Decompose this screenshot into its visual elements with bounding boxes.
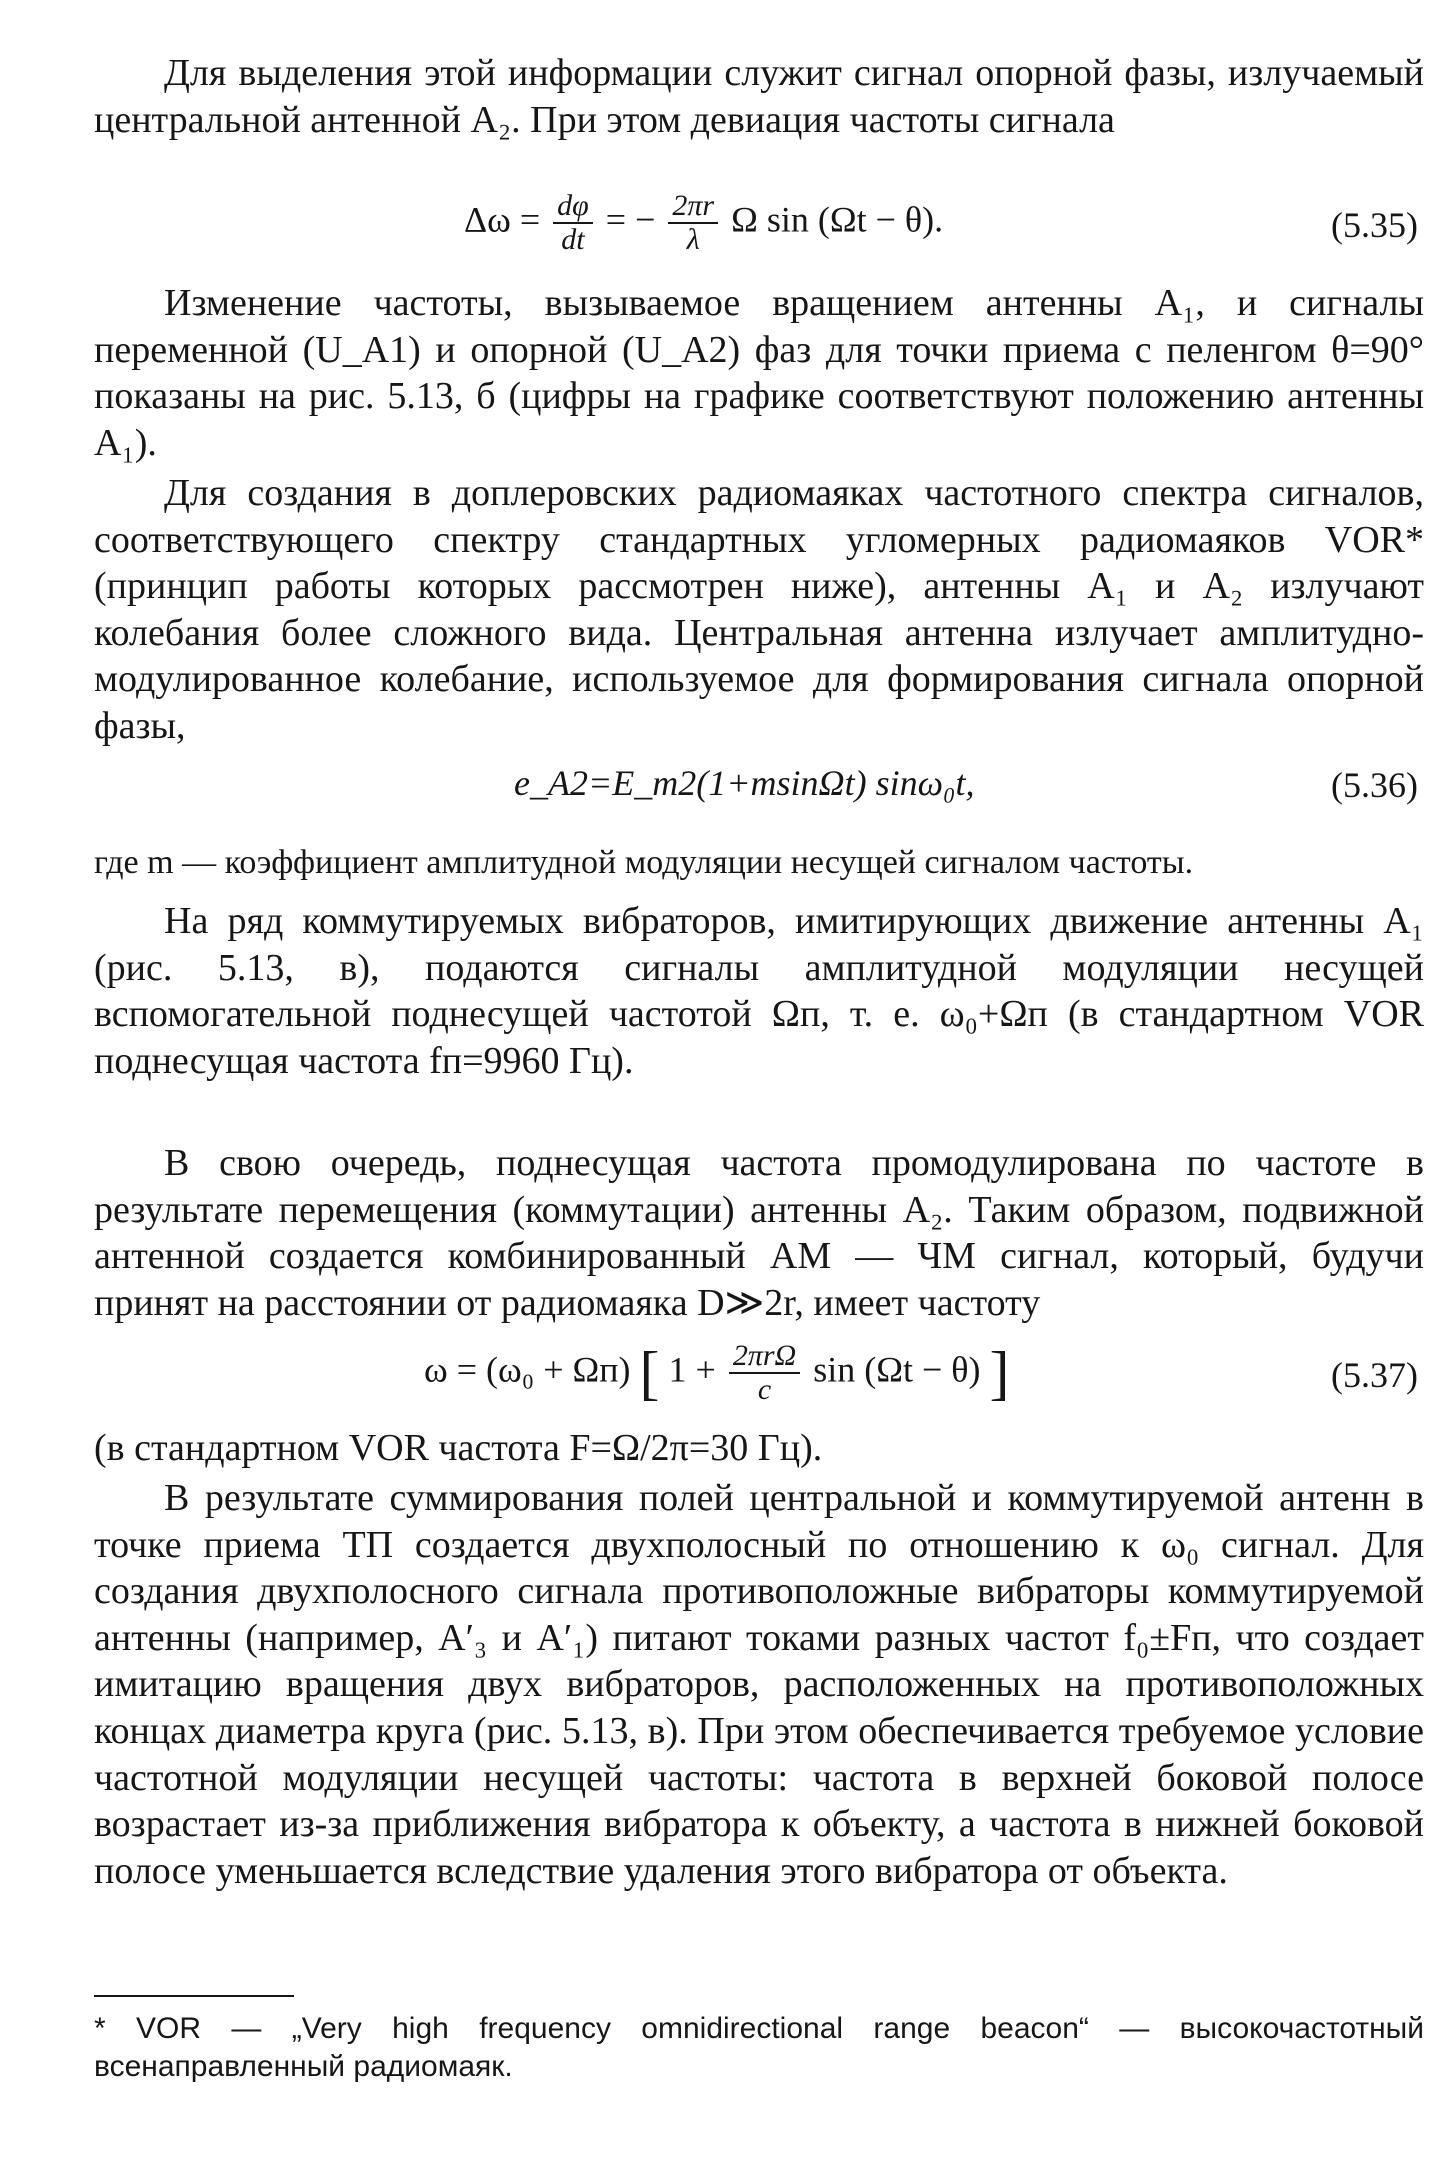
eq537-right-bracket: ] [989,1340,1010,1406]
eq537-left-bracket: [ [639,1340,660,1406]
eq537-rhs: sin (Ωt − θ) [813,1349,981,1390]
eq535-lhs: Δω = [464,199,541,240]
equation-number-5-37: (5.37) [1331,1355,1418,1395]
eq535-frac1-num: dφ [557,189,589,222]
equation-5-37-formula [424,1340,1010,1410]
eq535-rhs: Ω sin (Ωt − θ). [731,199,944,240]
eq536-text: e_A2=E_m2(1+msinΩt) sinω₀t, [514,763,975,803]
equation-number-5-35: (5.35) [1331,205,1418,245]
footnote [94,2010,1424,2086]
paragraph-1-text: Для выделения этой информации служит сигнал опорной фазы, излучаемый центральной антенной A₂. При этом девиация частоты сигнала [94,52,1424,141]
equation-5-35-formula [464,190,943,260]
paragraph-8-text: В результате суммирования полей центральной и коммутируемой антенн в точке приема ТП создается двухполосный по отношению к ω₀ сигнал. Для создания двухполосного сигнала противоположные вибраторы коммутируемой антенны (например, A′₃ и A′₁) питают токами разных частот f₀±Fп, что создает имитацию вращения двух вибраторов, расположенных на противоположных концах диаметра круга (рис. 5.13, в). При этом обеспечивается требуемое условие частотной модуляции несущей частоты: частота в верхней боковой полосе возрастает из-за приближения вибратора к объекту, а частота в нижней боковой полосе уменьшается вследствие удаления этого вибратора от объекта. [94,1477,1424,1892]
paragraph-7 [94,1425,1424,1472]
paragraph-6-text: В свою очередь, поднесущая частота промодулирована по частоте в результате перемещения (коммутации) антенны A₂. Таким образом, подвижной антенной создается комбинированный АМ — ЧМ сигнал, который, будучи принят на расстоянии от радиомаяка D≫2r, имеет частоту [94,1142,1424,1324]
equation-5-37 [94,1340,1424,1410]
paragraph-8 [94,1475,1424,1894]
footnote-rule [94,1995,294,1997]
paragraph-4 [94,840,1424,887]
paragraph-5-text: На ряд коммутируемых вибраторов, имитирующих движение антенны A₁ (рис. 5.13, в), подаются сигналы амплитудной модуляции несущей вспомогательной поднесущей частотой Ωп, т. е. ω₀+Ωп (в стандартном VOR поднесущая частота fп=9960 Гц). [94,900,1424,1082]
paragraph-2-text: Изменение частоты, вызываемое вращением антенны A₁, и сигналы переменной (U_A1) и опорной (U_A2) фаз для точки приема с пеленгом θ=90° показаны на рис. 5.13, б (цифры на графике соответствуют положению антенны A₁). [94,282,1424,464]
paragraph-7-text: (в стандартном VOR частота F=Ω/2π=30 Гц). [94,1427,823,1469]
eq537-frac [729,1340,800,1406]
paragraph-1 [94,50,1424,143]
equation-number-5-36: (5.36) [1331,765,1418,805]
footnote-text: * VOR — „Very high frequency omnidirectional range beacon“ — высокочастотный всенаправленный радиомаяк. [94,2012,1424,2083]
eq535-frac1 [553,190,593,256]
eq537-one: 1 + [668,1349,716,1390]
paragraph-4-text: где m — коэффициент амплитудной модуляции несущей сигналом частоты. [94,844,1194,881]
paragraph-6 [94,1140,1424,1326]
paragraph-3 [94,470,1424,750]
eq537-lhs: ω = (ω₀ + Ωп) [424,1349,631,1390]
eq535-frac2-num: 2πr [672,189,715,222]
eq535-frac1-den: dt [553,222,593,256]
eq535-mid: = − [605,199,656,240]
equation-5-35 [94,190,1424,260]
paragraph-5 [94,898,1424,1084]
equation-5-36-formula [514,762,975,832]
eq537-frac-num: 2πrΩ [732,1339,797,1372]
eq537-frac-den: c [729,1372,800,1406]
paragraph-3-text: Для создания в доплеровских радиомаяках частотного спектра сигналов, соответствующего спектру стандартных угломерных радиомаяков VOR* (принцип работы которых рассмотрен ниже), антенны A₁ и A₂ излучают колебания более сложного вида. Центральная антенна излучает амплитудно-модулированное колебание, используемое для формирования сигнала опорной фазы, [94,472,1424,747]
equation-5-36 [94,750,1424,820]
eq535-frac2-den: λ [668,222,718,256]
eq535-frac2 [668,190,718,256]
paragraph-2 [94,280,1424,466]
